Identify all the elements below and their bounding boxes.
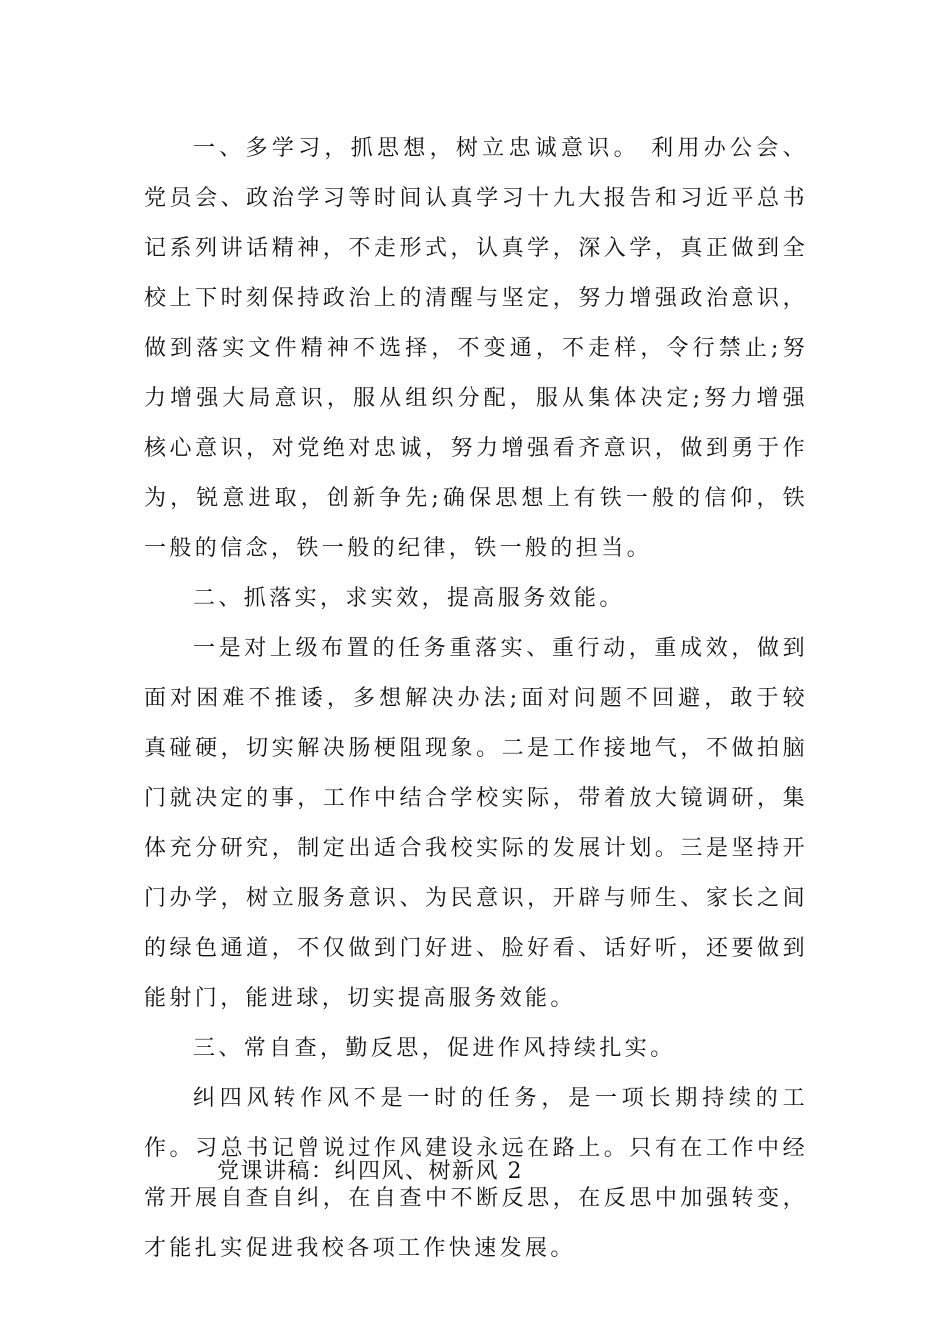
paragraph-section-two: 一是对上级布置的任务重落实、重行动，重成效，做到面对困难不推诿，多想解决办法;面对问题不回避，敢于较真碰硬，切实解决肠梗阻现象。二是工作接地气，不做拍脑门就决定的事，工作中结合学校实际，带着放大镜调研，集体充分研究，制定出适合我校实际的发展计划。三是坚持开门办学，树立服务意识、为民意识，开辟与师生、家长之间的绿色通道，不仅做到门好进、脸好看、话好听，还要做到能射门，能进球，切实提高服务效能。 (144, 636, 808, 1011)
paragraph-section-one: 一、多学习，抓思想，树立忠诚意识。 利用办公会、党员会、政治学习等时间认真学习十九大报告和习近平总书记系列讲话精神，不走形式，认真学，深入学，真正做到全校上下时刻保持政治上的清醒与坚定，努力增强政治意识，做到落实文件精神不选择，不变通，不走样，令行禁止;努力增强大局意识，服从组织分配，服从集体决定;努力增强核心意识，对党绝对忠诚，努力增强看齐意识，做到勇于作为，锐意进取，创新争先;确保思想上有铁一般的信仰，铁一般的信念，铁一般的纪律，铁一般的担当。 (144, 136, 808, 561)
heading-section-two: 二、抓落实，求实效，提高服务效能。 (193, 586, 625, 611)
heading-section-three: 三、常自查，勤反思，促进作风持续扎实。 (193, 1036, 676, 1061)
document-body (144, 124, 808, 1274)
paragraph-section-three: 纠四风转作风不是一时的任务，是一项长期持续的工作。习总书记曾说过作风建设永远在路上。只有在工作中经常开展自查自纠，在自查中不断反思，在反思中加强转变，才能扎实促进我校各项工作快速发展。 (144, 1086, 808, 1261)
next-document-title: 党课讲稿：纠四风、树新风 2 (217, 1159, 523, 1184)
